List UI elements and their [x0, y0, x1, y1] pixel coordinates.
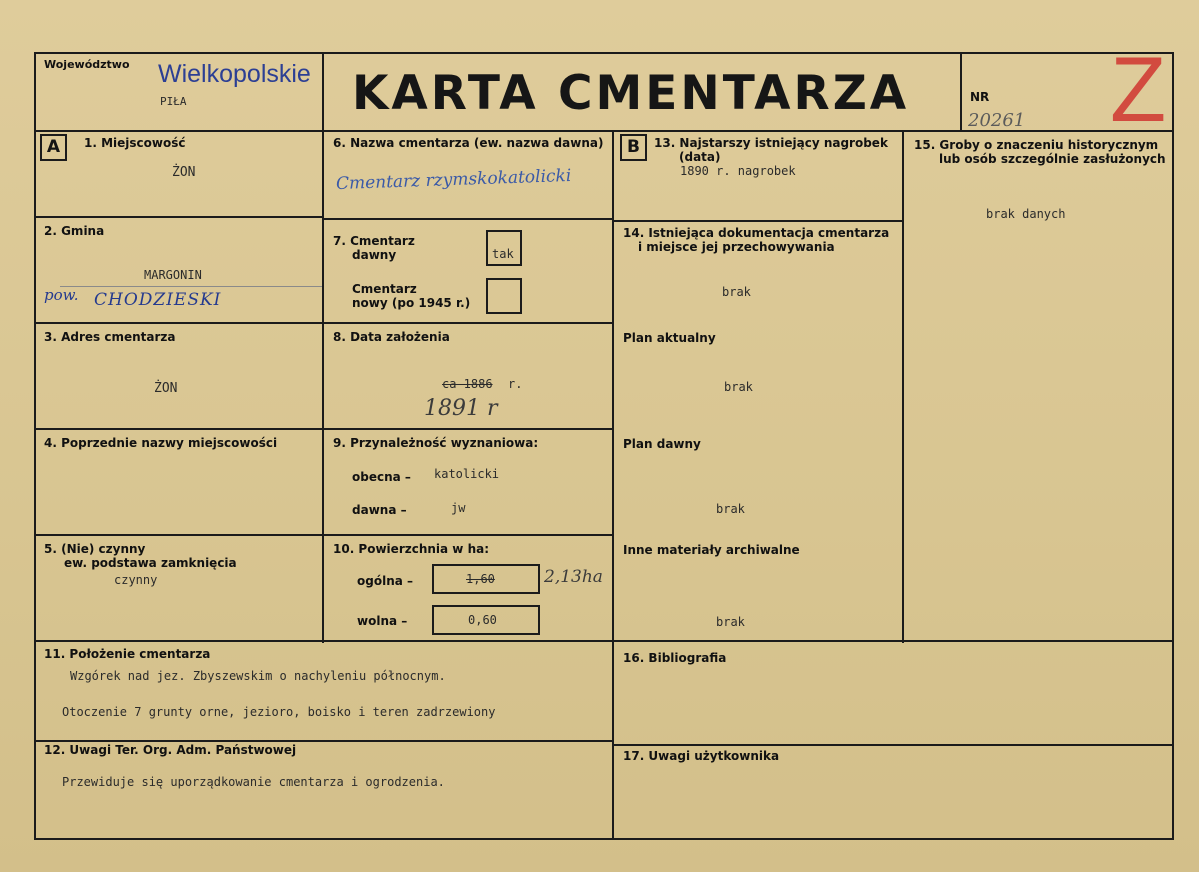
f5-value: czynny	[114, 573, 158, 587]
divider	[960, 52, 962, 132]
f7-nowy-line2: nowy (po 1945 r.)	[352, 296, 471, 310]
section-a-badge: A	[40, 134, 67, 161]
f8-old-suffix: r.	[508, 377, 523, 391]
f2-value: MARGONIN	[144, 268, 202, 282]
f10-wolna-value: 0,60	[468, 613, 497, 627]
f7-dawny-checkbox[interactable]	[486, 230, 522, 266]
divider	[612, 130, 614, 840]
plan-aktualny-value: brak	[724, 380, 753, 394]
f3-value: ŻON	[154, 381, 178, 396]
divider	[34, 640, 1174, 642]
f6-label: 6. Nazwa cmentarza (ew. nazwa dawna)	[333, 136, 604, 150]
corner-mark-z: Z	[1110, 39, 1167, 141]
f7-dawny-line1: 7. Cmentarz	[333, 234, 415, 248]
f1-value: ŻON	[172, 165, 196, 180]
f13-label-line2: (data)	[679, 150, 721, 164]
divider	[612, 744, 1174, 746]
divider	[322, 130, 324, 643]
f9-dawna-value: jw	[451, 501, 466, 515]
frame-top	[34, 52, 1174, 54]
f10-ogolna-old: 1,60	[466, 572, 495, 586]
divider	[34, 428, 614, 430]
plan-dawny-label: Plan dawny	[623, 437, 701, 451]
f2-pow-prefix: pow.	[44, 286, 79, 304]
divider	[34, 534, 614, 536]
f11-line1: Wzgórek nad jez. Zbyszewskim o nachyleniu północnym.	[70, 669, 446, 683]
section-b-badge: B	[620, 134, 647, 161]
wojewodztwo-stamp: Wielkopolskie	[158, 60, 311, 88]
f14-value: brak	[722, 285, 751, 299]
f13-value: 1890 r. nagrobek	[680, 164, 796, 178]
f6-value: Cmentarz rzymskokatolicki	[335, 165, 572, 195]
f12-label: 12. Uwagi Ter. Org. Adm. Państwowej	[44, 743, 297, 757]
divider	[34, 216, 324, 218]
f15-label-line2: lub osób szczególnie zasłużonych	[939, 152, 1166, 166]
f17-label: 17. Uwagi użytkownika	[623, 749, 780, 763]
f1-label: 1. Miejscowość	[84, 136, 186, 150]
f10-label: 10. Powierzchnia w ha:	[333, 542, 490, 556]
inne-materialy-label: Inne materiały archiwalne	[623, 543, 800, 557]
divider	[34, 740, 614, 742]
f12-value: Przewiduje się uporządkowanie cmentarza i ogrodzenia.	[62, 775, 445, 789]
f11-label: 11. Położenie cmentarza	[44, 647, 211, 661]
f7-dawny-value: tak	[492, 247, 514, 261]
f3-label: 3. Adres cmentarza	[44, 330, 176, 344]
f8-label: 8. Data założenia	[333, 330, 450, 344]
card-title: KARTA CMENTARZA	[352, 66, 910, 121]
nr-value: 20261	[968, 110, 1026, 131]
f9-obecna-value: katolicki	[434, 467, 500, 481]
plan-aktualny-label: Plan aktualny	[623, 331, 716, 345]
frame-bottom	[34, 838, 1174, 840]
frame-left	[34, 52, 36, 840]
divider	[322, 218, 614, 220]
f10-wolna-box[interactable]	[432, 605, 540, 635]
f8-value: 1891 r	[424, 396, 498, 421]
f10-ogolna-label: ogólna –	[357, 574, 414, 588]
nr-label: NR	[970, 90, 990, 104]
f16-label: 16. Bibliografia	[623, 651, 727, 665]
f9-dawna-label: dawna –	[352, 503, 407, 517]
f2-pow-value: CHODZIESKI	[94, 290, 222, 310]
f7-nowy-checkbox[interactable]	[486, 278, 522, 314]
f15-value: brak danych	[986, 207, 1066, 221]
f11-line2: Otoczenie 7 grunty orne, jezioro, boisko i teren zadrzewiony	[62, 705, 496, 719]
f13-label-line1: 13. Najstarszy istniejący nagrobek	[654, 136, 888, 150]
divider	[34, 322, 614, 324]
f15-label-line1: 15. Groby o znaczeniu historycznym	[914, 138, 1159, 152]
f8-old-value: ca 1886	[442, 377, 493, 391]
f14-label-line2: i miejsce jej przechowywania	[638, 240, 835, 254]
f4-label: 4. Poprzednie nazwy miejscowości	[44, 436, 278, 450]
f7-nowy-line1: Cmentarz	[352, 282, 417, 296]
f10-ogolna-box[interactable]	[432, 564, 540, 594]
f5-label-line1: 5. (Nie) czynny	[44, 542, 146, 556]
f9-obecna-label: obecna –	[352, 470, 411, 484]
wojewodztwo-label: Województwo	[44, 58, 130, 71]
inne-materialy-value: brak	[716, 615, 745, 629]
divider	[902, 130, 904, 643]
f14-label-line1: 14. Istniejąca dokumentacja cmentarza	[623, 226, 890, 240]
f10-wolna-label: wolna –	[357, 614, 408, 628]
f7-dawny-line2: dawny	[352, 248, 397, 262]
wojewodztwo-old-value: PIŁA	[160, 95, 187, 108]
plan-dawny-value: brak	[716, 502, 745, 516]
f9-label: 9. Przynależność wyznaniowa:	[333, 436, 539, 450]
divider	[612, 220, 904, 222]
f2-label: 2. Gmina	[44, 224, 105, 238]
f2-underline	[60, 286, 322, 287]
f5-label-line2: ew. podstawa zamknięcia	[64, 556, 237, 570]
f10-ogolna-new: 2,13ha	[544, 567, 603, 587]
divider	[322, 52, 324, 132]
frame-right	[1172, 52, 1174, 840]
